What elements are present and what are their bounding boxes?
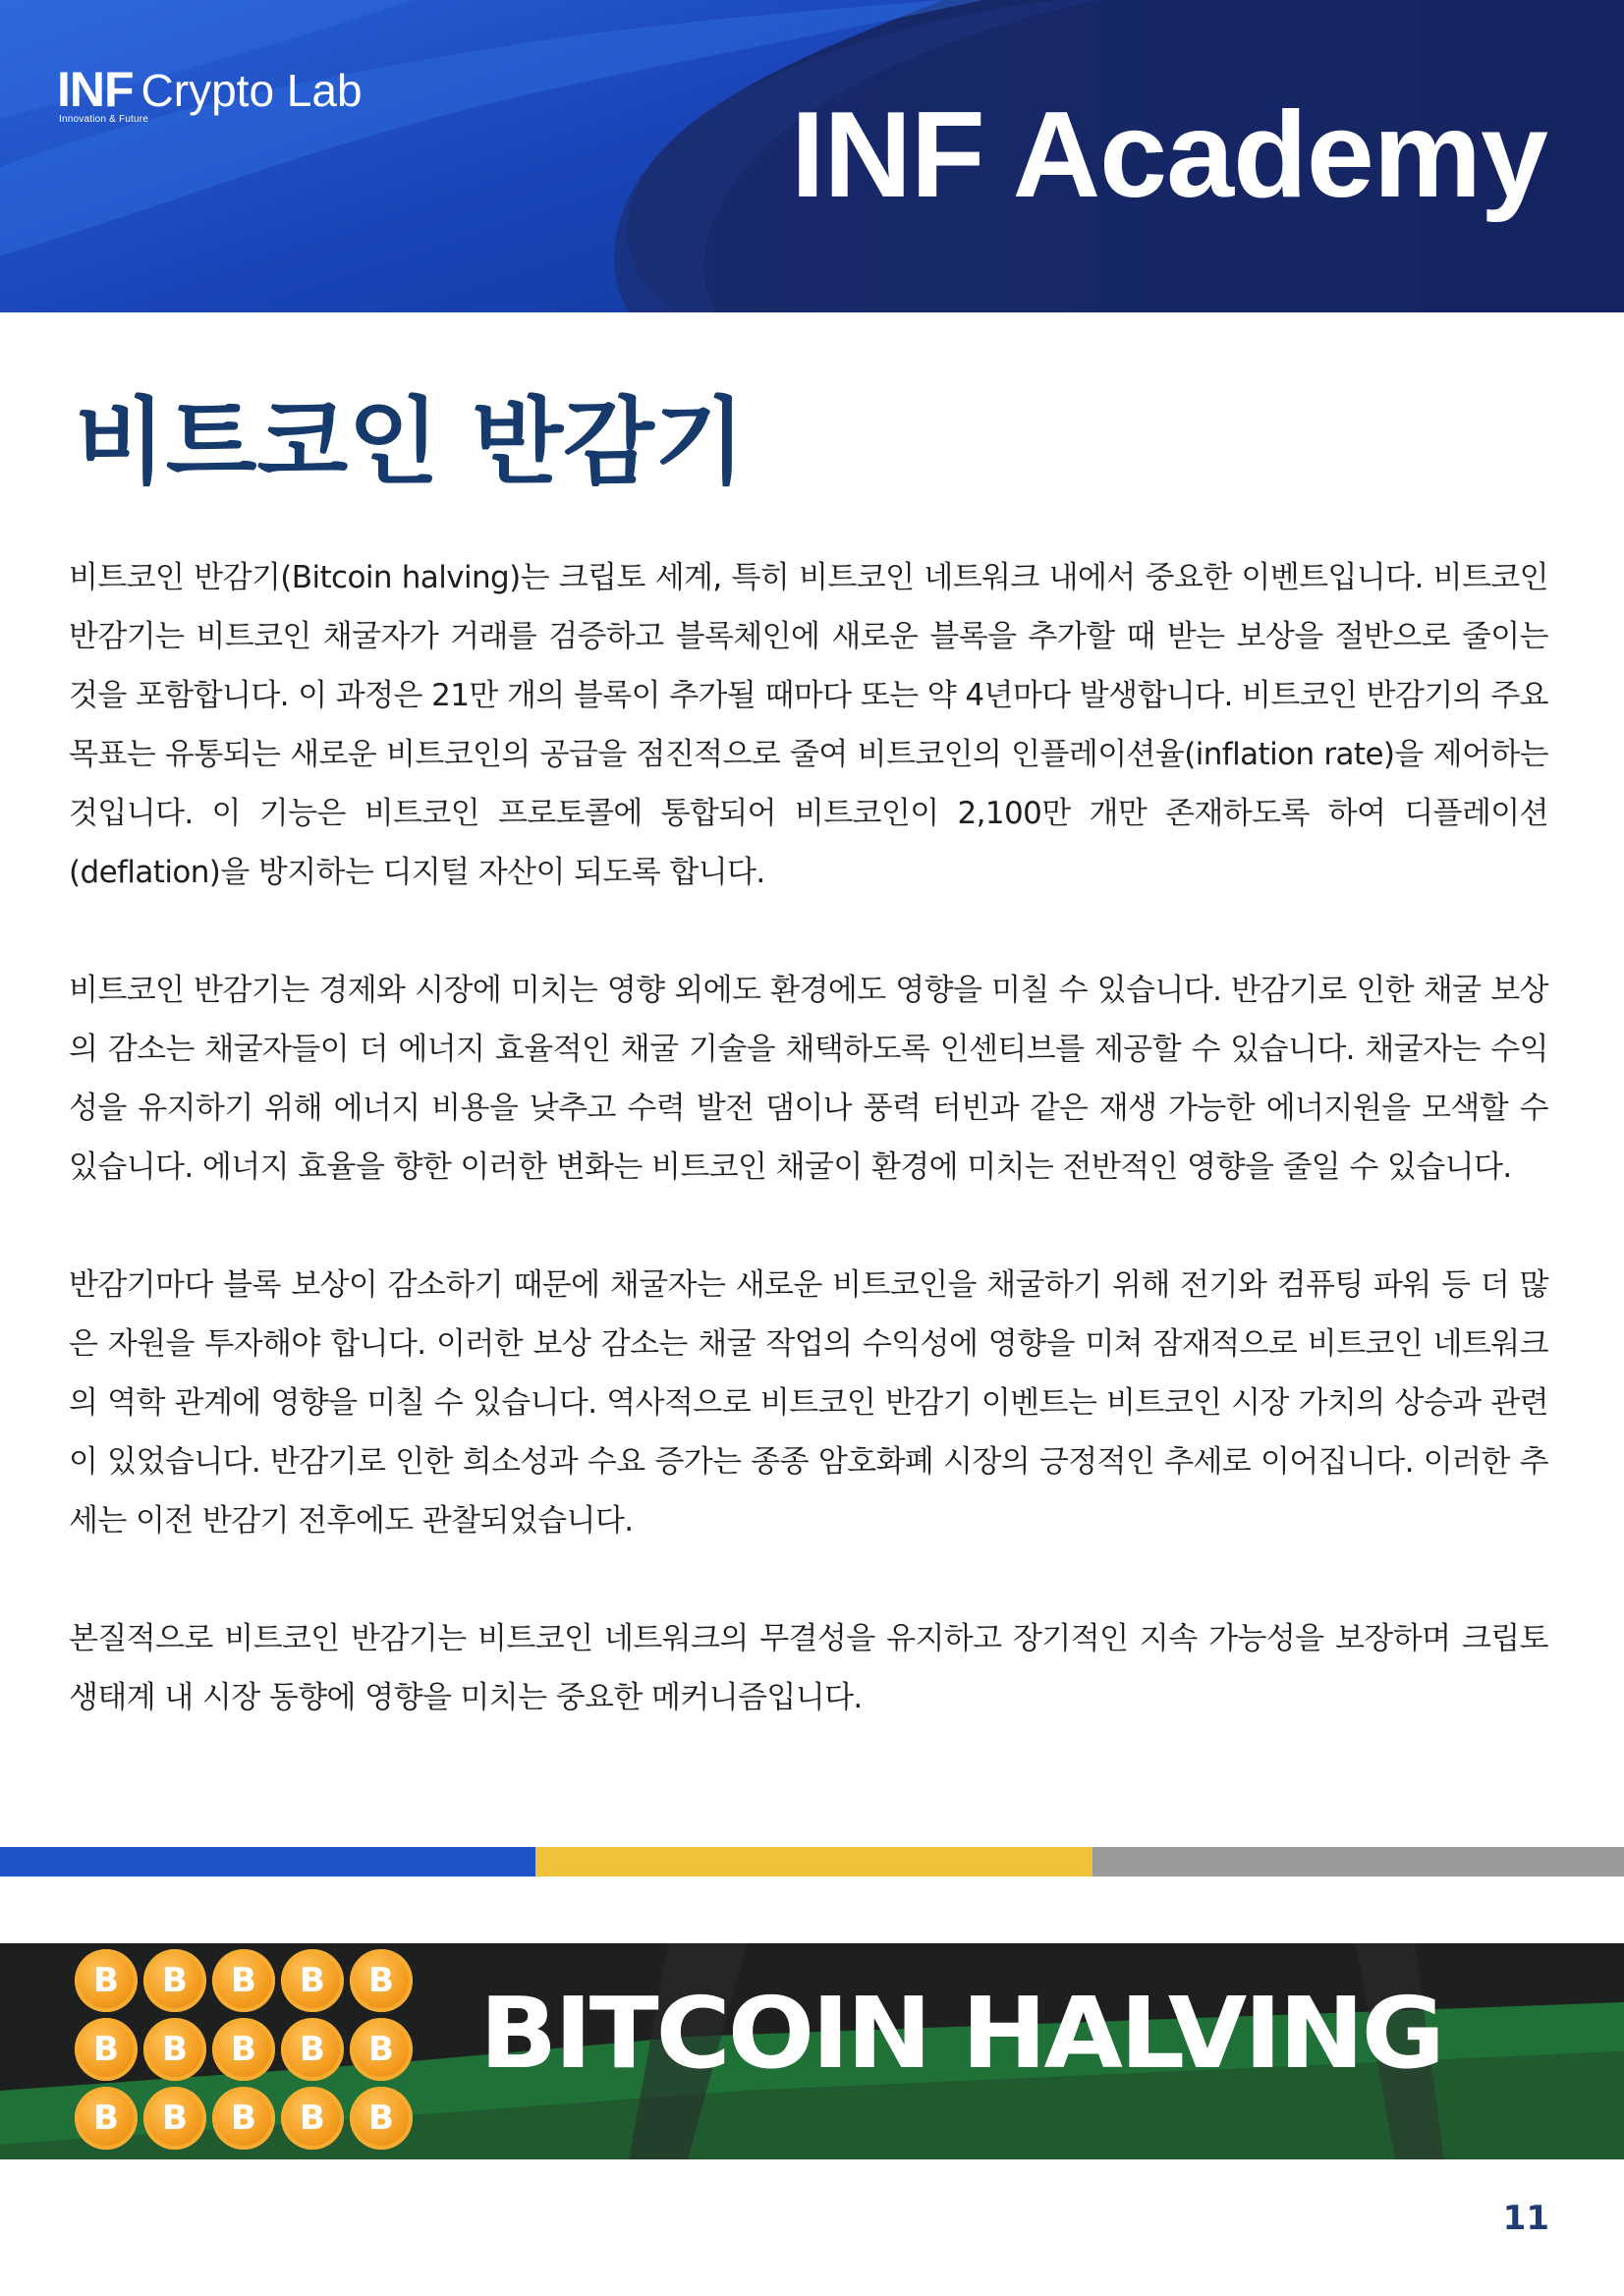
bitcoin-coin-icon: B — [143, 1949, 206, 2012]
inf-crypto-lab-logo — [57, 61, 363, 125]
bitcoin-coin-icon: B — [143, 2018, 206, 2081]
logo-tagline: Innovation & Future — [59, 114, 149, 125]
article-paragraph: 비트코인 반감기(Bitcoin halving)는 크립토 세계, 특히 비트코인 네트워크 내에서 중요한 이벤트입니다. 비트코인 반감기는 비트코인 채굴자가 거래를 검증하고 블록체인에 새로운 블록을 추가할 때 받는 보상을 절반으로 줄이는 것을 포함합니다. 이 과정은 21만 개의 블록이 추가될 때마다 또는 약 4년마다 발생합니다. 비트코인 반감기의 주요 목표는 유통되는 새로운 비트코인의 공급을 점진적으로 줄여 비트코인의 인플레이션율(inflation rate)을 제어하는 것입니다. 이 기능은 비트코인 프로토콜에 통합되어 비트코인이 2,100만 개만 존재하도록 하여 디플레이션(deflation)을 방지하는 디지털 자산이 되도록 합니다. — [69, 560, 1548, 890]
divider-blue-segment — [0, 1847, 535, 1876]
bitcoin-coin-icon: B — [143, 2087, 206, 2150]
bitcoin-coin-icon: B — [281, 2018, 344, 2081]
bitcoin-coin-icon: B — [212, 2018, 275, 2081]
bitcoin-coin-icon: B — [350, 1949, 413, 2012]
page-title: 비트코인 반감기 — [75, 387, 746, 497]
banner-title: BITCOIN HALVING — [479, 1976, 1442, 2091]
bitcoin-coin-icon: B — [75, 1949, 138, 2012]
header-banner — [0, 0, 1624, 312]
divider-yellow-segment — [535, 1847, 1092, 1876]
bitcoin-coin-icon: B — [281, 1949, 344, 2012]
page-number: 11 — [1502, 2199, 1549, 2238]
bitcoin-coin-grid — [75, 1949, 428, 2159]
article-paragraph: 반감기마다 블록 보상이 감소하기 때문에 채굴자는 새로운 비트코인을 채굴하기 위해 전기와 컴퓨팅 파워 등 더 많은 자원을 투자해야 합니다. 이러한 보상 감소는 채굴 작업의 수익성에 영향을 미쳐 잠재적으로 비트코인 네트워크의 역학 관계에 영향을 미칠 수 있습니다. 역사적으로 비트코인 반감기 이벤트는 비트코인 시장 가치의 상승과 관련이 있었습니다. 반감기로 인한 희소성과 수요 증가는 종종 암호화폐 시장의 긍정적인 추세로 이어집니다. 이러한 추세는 이전 반감기 전후에도 관찰되었습니다. — [69, 1267, 1548, 1539]
bitcoin-coin-icon: B — [350, 2018, 413, 2081]
bitcoin-coin-icon: B — [75, 2087, 138, 2150]
bitcoin-halving-banner — [0, 1943, 1624, 2159]
logo-brand: INF — [57, 62, 134, 117]
article-paragraph: 비트코인 반감기는 경제와 시장에 미치는 영향 외에도 환경에도 영향을 미칠 수 있습니다. 반감기로 인한 채굴 보상의 감소는 채굴자들이 더 에너지 효율적인 채굴 기술을 채택하도록 인센티브를 제공할 수 있습니다. 채굴자는 수익성을 유지하기 위해 에너지 비용을 낮추고 수력 발전 댐이나 풍력 터빈과 같은 재생 가능한 에너지원을 모색할 수 있습니다. 에너지 효율을 향한 이러한 변화는 비트코인 채굴이 환경에 미치는 전반적인 영향을 줄일 수 있습니다. — [69, 973, 1548, 1185]
article-paragraph: 본질적으로 비트코인 반감기는 비트코인 네트워크의 무결성을 유지하고 장기적인 지속 가능성을 보장하며 크립토 생태계 내 시장 동향에 영향을 미치는 중요한 메커니즘입니다. — [69, 1621, 1548, 1715]
bitcoin-coin-icon: B — [350, 2087, 413, 2150]
bitcoin-coin-icon: B — [212, 2087, 275, 2150]
article-body — [69, 548, 1548, 1786]
divider-gray-segment — [1092, 1847, 1624, 1876]
logo-suffix: Crypto Lab — [140, 65, 363, 116]
bitcoin-coin-icon: B — [281, 2087, 344, 2150]
academy-title: INF Academy — [791, 87, 1547, 223]
bitcoin-coin-icon: B — [75, 2018, 138, 2081]
bitcoin-coin-icon: B — [212, 1949, 275, 2012]
